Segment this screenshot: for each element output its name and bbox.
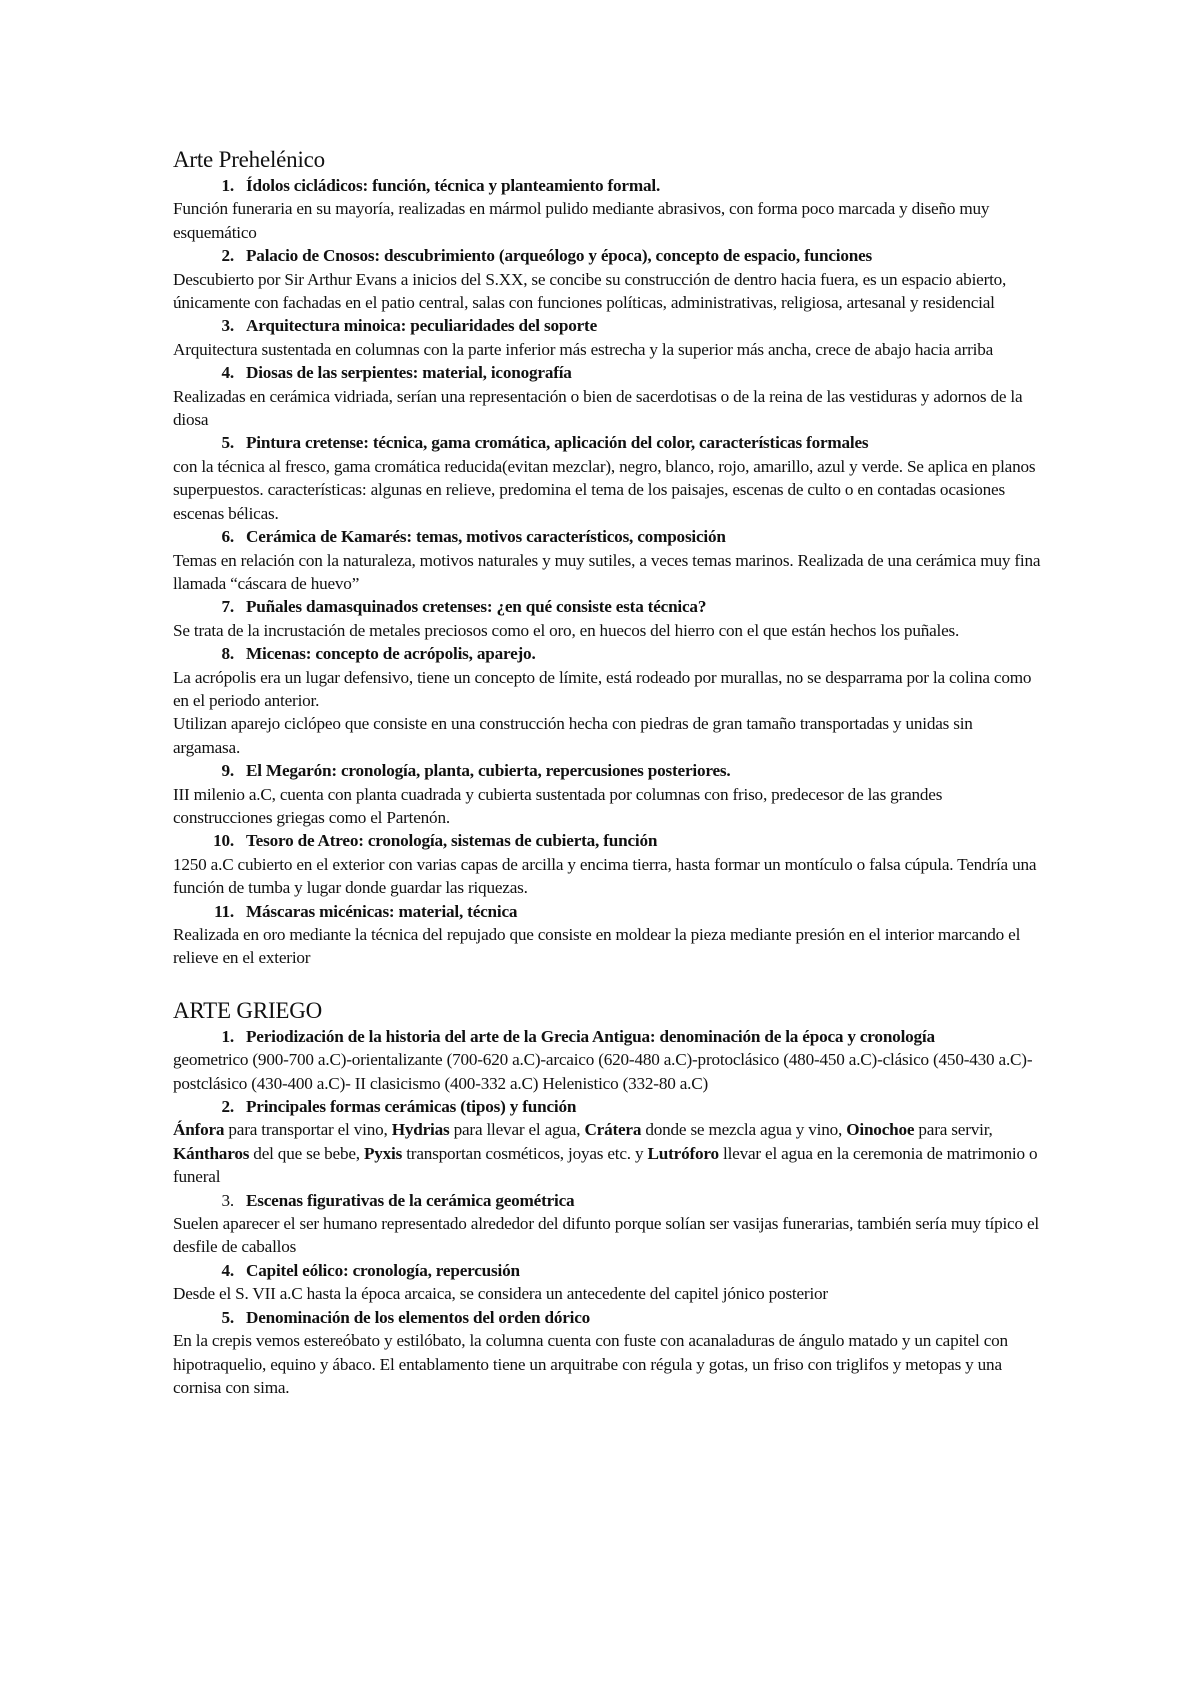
ceramic-desc: transportan cosméticos, joyas etc. y (402, 1143, 648, 1163)
question-item (173, 1095, 1043, 1118)
question-item (173, 431, 1043, 454)
question-text: Diosas de las serpientes: material, iconografía (246, 363, 572, 383)
item-number: 6. (221, 527, 234, 547)
ceramic-desc: para llevar el agua, (449, 1120, 585, 1140)
question-text: Micenas: concepto de acrópolis, aparejo. (246, 644, 536, 664)
item-number: 3. (221, 1190, 234, 1210)
item-number: 7. (221, 597, 234, 617)
question-item (173, 361, 1043, 384)
ceramic-term: Hydrias (391, 1120, 450, 1140)
item-number: 11. (214, 901, 234, 921)
answer-paragraph: Descubierto por Sir Arthur Evans a inicios del S.XX, se concibe su construcción de dentro hacia fuera, es un espacio abierto, únicamente con fachadas en el patio central, salas con funciones políticas, administrativas, religiosa, artesanal y residencial (173, 269, 1007, 313)
question-item (173, 1189, 1043, 1212)
question-item (173, 595, 1043, 618)
question-item (173, 759, 1043, 782)
item-number: 5. (221, 1307, 234, 1327)
item-number: 1. (221, 1026, 234, 1046)
question-text: Puñales damasquinados cretenses: ¿en qué consiste esta técnica? (246, 597, 707, 617)
question-text: Escenas figurativas de la cerámica geométrica (246, 1190, 575, 1210)
item-number: 4. (221, 1260, 234, 1280)
item-number: 9. (221, 761, 234, 781)
answer-paragraph: Temas en relación con la naturaleza, motivos naturales y muy sutiles, a veces temas marinos. Realizada de una cerámica muy fina llamada “cáscara de huevo” (173, 550, 1041, 593)
question-text: Palacio de Cnosos: descubrimiento (arqueólogo y época), concepto de espacio, funciones (246, 246, 873, 266)
item-number: 10. (213, 831, 234, 851)
ceramic-desc: del que se bebe, (249, 1143, 364, 1163)
answer-paragraph: En la crepis vemos estereóbato y estilóbato, la columna cuenta con fuste con acanaladuras de ángulo matado y un capitel con hipotraquelio, equino y ábaco. El entablamento tiene un arquitrabe con régula y gotas, un friso con triglifos y metopas y una cornisa con sima. (173, 1331, 1008, 1397)
item-number: 8. (221, 644, 234, 664)
question-item (173, 642, 1043, 665)
ceramic-term: Crátera (584, 1120, 642, 1140)
item-number: 4. (221, 363, 234, 383)
ceramic-desc: para servir, (914, 1120, 993, 1140)
ceramic-term: Ánfora (173, 1120, 225, 1140)
section-title-arte-prehelenico: Arte Prehelénico (173, 147, 325, 172)
ceramic-term: Kántharos (173, 1143, 250, 1163)
ceramic-desc: donde se mezcla agua y vino, (641, 1120, 847, 1140)
item-number: 2. (221, 246, 234, 266)
answer-paragraph: Arquitectura sustentada en columnas con la parte inferior más estrecha y la superior más ancha, crece de abajo hacia arriba (173, 339, 994, 359)
answer-paragraph: con la técnica al fresco, gama cromática reducida(evitan mezclar), negro, blanco, rojo, amarillo, azul y verde. Se aplica en planos superpuestos. características: algunas en relieve, predomina el tema de los paisajes, escenas de culto o en contadas ocasiones escenas bélicas. (173, 456, 1036, 523)
question-text: Ídolos cicládicos: función, técnica y planteamiento formal. (246, 176, 661, 195)
answer-paragraph: La acrópolis era un lugar defensivo, tiene un concepto de límite, está rodeado por murallas, no se desparrama por la colina como en el periodo anterior. (173, 667, 1032, 710)
question-text: Periodización de la historia del arte de la Grecia Antigua: denominación de la época y cronología (246, 1026, 935, 1046)
question-text: Cerámica de Kamarés: temas, motivos característicos, composición (246, 527, 726, 547)
question-text: Principales formas cerámicas (tipos) y función (246, 1097, 577, 1117)
document-body (173, 146, 1043, 1399)
ceramic-term: Lutróforo (647, 1143, 719, 1163)
question-text: Arquitectura minoica: peculiaridades del soporte (246, 316, 597, 336)
item-number: 3. (221, 316, 234, 336)
question-text: Capitel eólico: cronología, repercusión (246, 1260, 520, 1280)
item-number: 2. (221, 1097, 234, 1117)
question-item (173, 1259, 1043, 1282)
item-number: 1. (221, 176, 234, 195)
answer-paragraph: Desde el S. VII a.C hasta la época arcaica, se considera un antecedente del capitel jónico posterior (173, 1284, 828, 1304)
question-text: El Megarón: cronología, planta, cubierta, repercusiones posteriores. (246, 761, 731, 781)
answer-paragraph: 1250 a.C cubierto en el exterior con varias capas de arcilla y encima tierra, hasta formar un montículo o falsa cúpula. Tendría una función de tumba y lugar donde guardar las riquezas. (173, 854, 1037, 898)
question-text: Máscaras micénicas: material, técnica (246, 901, 518, 921)
question-item (173, 829, 1043, 852)
answer-ceramic-forms (173, 1118, 1043, 1188)
ceramic-term: Pyxis (363, 1143, 403, 1163)
question-item (173, 1306, 1043, 1329)
answer-paragraph: III milenio a.C, cuenta con planta cuadrada y cubierta sustentada por columnas con friso, predecesor de las grandes construcciones griegas como el Partenón. (173, 784, 943, 827)
answer-paragraph: Realizadas en cerámica vidriada, serían una representación o bien de sacerdotisas o de la reina de las vestiduras y adornos de la diosa (173, 386, 1023, 430)
question-item (173, 174, 1043, 197)
answer-paragraph: Suelen aparecer el ser humano representado alrededor del difunto porque solían ser vasijas funerarias, también sería muy típico el desfile de caballos (173, 1214, 1039, 1257)
question-item (173, 1025, 1043, 1048)
answer-paragraph: Realizada en oro mediante la técnica del repujado que consiste en moldear la pieza mediante presión en el interior marcando el relieve en el exterior (173, 925, 1021, 968)
question-text: Denominación de los elementos del orden dórico (246, 1307, 591, 1327)
item-number: 5. (221, 433, 234, 453)
question-item (173, 244, 1043, 267)
ceramic-term: Oinochoe (846, 1120, 915, 1140)
question-item (173, 314, 1043, 337)
ceramic-desc: para transportar el vino, (224, 1120, 392, 1140)
answer-paragraph: Utilizan aparejo ciclópeo que consiste en una construcción hecha con piedras de gran tamaño transportadas y unidas sin argamasa. (173, 714, 973, 757)
answer-paragraph: geometrico (900-700 a.C)-orientalizante (700-620 a.C)-arcaico (620-480 a.C)-protoclásico (480-450 a.C)-clásico (450-430 a.C)- postclásico (430-400 a.C)- II clasicismo (400-332 a.C) Helenistico (332-80 a.C) (173, 1050, 1033, 1093)
question-text: Pintura cretense: técnica, gama cromática, aplicación del color, características formales (246, 433, 869, 453)
section-title-arte-griego: ARTE GRIEGO (173, 997, 323, 1023)
question-item (173, 525, 1043, 548)
ceramic-desc: llevar el agua en la ceremonia de matrimonio o funeral (173, 1143, 1038, 1187)
answer-paragraph: Función funeraria en su mayoría, realizadas en mármol pulido mediante abrasivos, con forma poco marcada y diseño muy esquemático (173, 199, 990, 242)
question-text: Tesoro de Atreo: cronología, sistemas de cubierta, función (246, 831, 658, 851)
question-item (173, 900, 1043, 923)
answer-paragraph: Se trata de la incrustación de metales preciosos como el oro, en huecos del hierro con el que están hechos los puñales. (173, 620, 960, 640)
